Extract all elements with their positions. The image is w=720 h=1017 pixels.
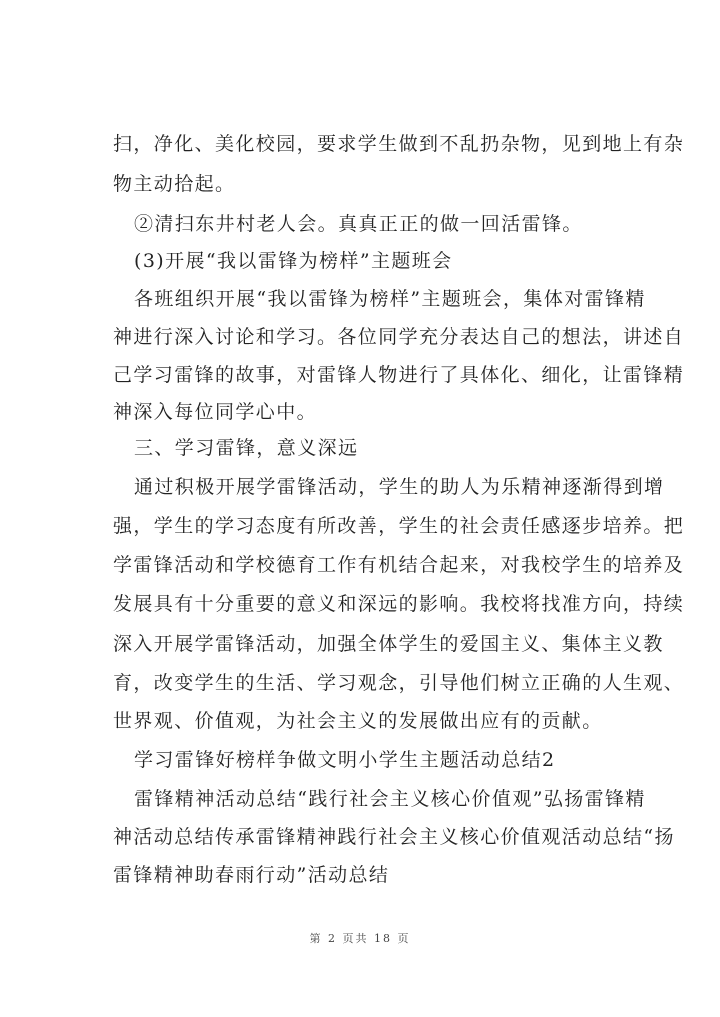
text-line: 发展具有十分重要的意义和深远的影响。我校将找准方向，持续	[113, 593, 685, 615]
text-line: 学雷锋活动和学校德育工作有机结合起来，对我校学生的培养及	[113, 554, 685, 576]
text-line: 各班组织开展“我以雷锋为榜样”主题班会，集体对雷锋精	[134, 288, 646, 310]
text-line: 神活动总结传承雷锋精神践行社会主义核心价值观活动总结“扬	[113, 826, 675, 848]
text-line: 强，学生的学习态度有所改善，学生的社会责任感逐步培养。把	[113, 515, 685, 537]
text-line: 雷锋精神活动总结“践行社会主义核心价值观”弘扬雷锋精	[134, 788, 646, 810]
text-line: ②清扫东井村老人会。真真正正的做一回活雷锋。	[134, 213, 583, 235]
text-line: 神深入每位同学心中。	[113, 401, 318, 423]
text-line: 深入开展学雷锋活动，加强全体学生的爱国主义、集体主义教	[113, 633, 664, 655]
text-line: 己学习雷锋的故事，对雷锋人物进行了具体化、细化，让雷锋精	[113, 364, 685, 386]
text-line: 物主动拾起。	[113, 173, 236, 195]
subtitle: 学习雷锋好榜样争做文明小学生主题活动总结2	[134, 749, 556, 771]
section-heading: 三、学习雷锋，意义深远	[134, 437, 359, 459]
text-line: 世界观、价值观，为社会主义的发展做出应有的贡献。	[113, 710, 603, 732]
text-line: 通过积极开展学雷锋活动，学生的助人为乐精神逐渐得到增	[134, 476, 665, 498]
text-line: 神进行深入讨论和学习。各位同学充分表达自己的想法，讲述自	[113, 326, 685, 348]
text-line: 育，改变学生的生活、学习观念，引导他们树立正确的人生观、	[113, 672, 685, 694]
text-line: 扫，净化、美化校园，要求学生做到不乱扔杂物，见到地上有杂	[113, 133, 685, 155]
section-heading: (3)开展“我以雷锋为榜样”主题班会	[134, 250, 453, 272]
text-line: 雷锋精神助春雨行动”活动总结	[113, 864, 390, 886]
page-number-footer: 第 2 页共 18 页	[309, 932, 411, 945]
